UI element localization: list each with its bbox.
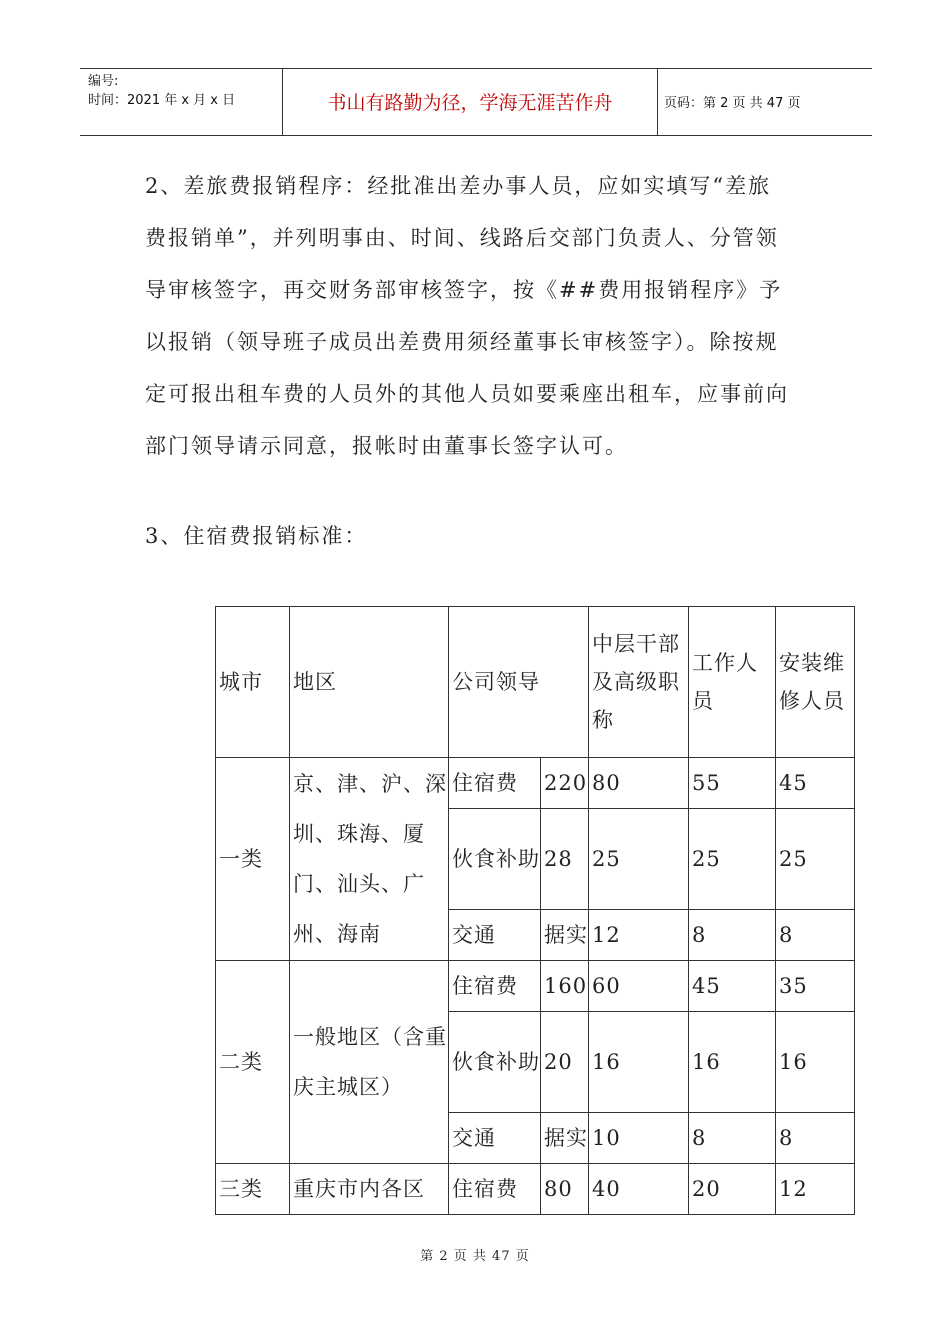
leader-value: 160 xyxy=(541,961,589,1012)
install-value: 12 xyxy=(776,1164,855,1215)
install-value: 25 xyxy=(776,809,855,910)
leader-value: 据实 xyxy=(541,1113,589,1164)
install-value: 8 xyxy=(776,910,855,961)
item-cell: 交通 xyxy=(449,910,541,961)
staff-value: 45 xyxy=(689,961,776,1012)
header-region: 地区 xyxy=(290,607,449,758)
leader-value: 28 xyxy=(541,809,589,910)
item-cell: 住宿费 xyxy=(449,758,541,809)
page-footer: 第 2 页 共 47 页 xyxy=(420,1249,530,1264)
item-cell: 伙食补助 xyxy=(449,1012,541,1113)
header-city: 城市 xyxy=(216,607,290,758)
table-row xyxy=(216,1164,855,1215)
item-cell: 住宿费 xyxy=(449,961,541,1012)
header-divider-right xyxy=(657,68,658,135)
staff-value: 25 xyxy=(689,809,776,910)
install-value: 16 xyxy=(776,1012,855,1113)
middle-value: 10 xyxy=(589,1113,689,1164)
staff-value: 8 xyxy=(689,1113,776,1164)
paragraph-lodging-standard-heading: 3、住宿费报销标准： xyxy=(145,524,368,548)
install-value: 45 xyxy=(776,758,855,809)
header-company-leader: 公司领导 xyxy=(449,607,589,758)
item-cell: 交通 xyxy=(449,1113,541,1164)
lodging-rate-table xyxy=(215,606,855,1215)
document-number-label: 编号: xyxy=(88,74,119,89)
table-row xyxy=(216,961,855,1012)
staff-value: 20 xyxy=(689,1164,776,1215)
category-cell: 一类 xyxy=(216,758,290,961)
staff-value: 55 xyxy=(689,758,776,809)
paragraph-reimbursement-procedure: 2、差旅费报销程序：经批准出差办事人员，应如实填写“差旅费报销单”，并列明事由、时间、线路后交部门负责人、分管领导审核签字，再交财务部审核签字，按《##费用报销程序》予以报销（领导班子成员出差费用须经董事长审核签字）。除按规定可报出租车费的人员外的其他人员如要乘座出租车，应事前向部门领导请示同意，报帐时由董事长签字认可。 xyxy=(145,174,789,458)
install-value: 8 xyxy=(776,1113,855,1164)
header-slogan: 书山有路勤为径，学海无涯苦作舟 xyxy=(327,92,613,114)
category-cell: 二类 xyxy=(216,961,290,1164)
header-bottom-rule xyxy=(80,135,872,136)
region-cell: 一般地区（含重庆主城区） xyxy=(290,961,449,1164)
middle-value: 12 xyxy=(589,910,689,961)
middle-value: 16 xyxy=(589,1012,689,1113)
header-middle-manager: 中层干部及高级职称 xyxy=(589,607,689,758)
middle-value: 25 xyxy=(589,809,689,910)
staff-value: 8 xyxy=(689,910,776,961)
item-cell: 住宿费 xyxy=(449,1164,541,1215)
region-cell: 京、津、沪、深圳、珠海、厦门、汕头、广州、海南 xyxy=(290,758,449,961)
leader-value: 据实 xyxy=(541,910,589,961)
category-cell: 三类 xyxy=(216,1164,290,1215)
staff-value: 16 xyxy=(689,1012,776,1113)
leader-value: 20 xyxy=(541,1012,589,1113)
header-page-code: 页码：第 2 页 共 47 页 xyxy=(664,96,801,111)
leader-value: 220 xyxy=(541,758,589,809)
item-cell: 伙食补助 xyxy=(449,809,541,910)
leader-value: 80 xyxy=(541,1164,589,1215)
table-header-row xyxy=(216,607,855,758)
middle-value: 80 xyxy=(589,758,689,809)
header-divider-left xyxy=(282,68,283,135)
header-staff: 工作人员 xyxy=(689,607,776,758)
middle-value: 40 xyxy=(589,1164,689,1215)
region-cell: 重庆市内各区 xyxy=(290,1164,449,1215)
middle-value: 60 xyxy=(589,961,689,1012)
header-install-repair: 安装维修人员 xyxy=(776,607,855,758)
install-value: 35 xyxy=(776,961,855,1012)
header-meta xyxy=(88,72,278,110)
table-row xyxy=(216,758,855,809)
document-date: 时间：2021 年 x 月 x 日 xyxy=(88,93,236,108)
